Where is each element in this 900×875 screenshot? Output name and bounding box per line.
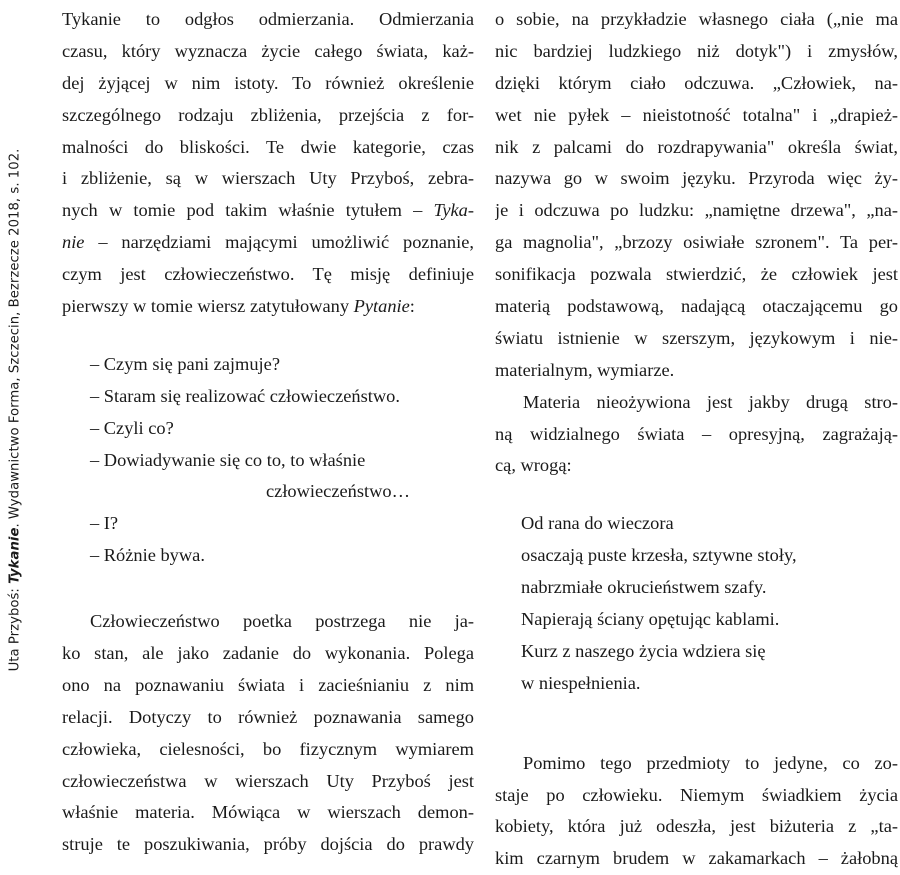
paragraph-line: sonifikacja pozwala stwierdzić, że człowiek jest	[495, 264, 898, 285]
paragraph-line: kim czarnym brudem w zakamarkach – żałobną	[495, 848, 898, 869]
paragraph-line: ga magnolia", „brzozy osiwiałe szronem". Ta per-	[495, 232, 898, 253]
paragraph-line: dzięki którym ciało odczuwa. „Człowiek, na-	[495, 72, 898, 93]
line-text: nych w tomie pod takim właśnie tytułem –	[62, 200, 434, 221]
line-text: :	[409, 296, 415, 317]
paragraph-line: Pomimo tego przedmioty to jedyne, co zo-	[523, 752, 898, 773]
paragraph-line: czasu, który wyznacza życie całego świata, każ-	[62, 40, 474, 61]
poem-line: Napierają ściany opętując kablami.	[521, 609, 780, 630]
paragraph-line: o sobie, na przykładzie własnego ciała („nie ma	[495, 9, 898, 29]
italic-poem-title: Pytanie	[353, 296, 410, 317]
paragraph-line: Człowieczeństwo poetka postrzega nie ja-	[90, 611, 474, 632]
paragraph-line: cą, wrogą:	[495, 455, 572, 476]
paragraph-line: nik z palcami do rozdrapywania" określa świat,	[495, 136, 898, 157]
source-citation	[8, 149, 23, 672]
left-column	[62, 0, 474, 861]
paragraph-line: właśnie materia. Mówiąca w wierszach demon-	[62, 802, 474, 823]
paragraph-line: ną widzialnego świata – opresyjną, zagrażają-	[495, 423, 898, 444]
paragraph-line: i zbliżenie, są w wierszach Uty Przyboś, zebra-	[62, 168, 474, 189]
spacer	[495, 482, 898, 508]
spacer	[62, 323, 474, 349]
line-text: – narzędziami mającymi umożliwić poznanie,	[84, 232, 474, 253]
paragraph-line: człowieka, cielesności, bo fizycznym wymiarem	[62, 738, 474, 759]
italic-title: Tyka-	[433, 200, 474, 221]
paragraph-line: człowieczeństwa w wierszach Uty Przyboś jest	[62, 770, 474, 791]
paragraph-line: szczególnego rodzaju zbliżenia, przejścia z for-	[62, 104, 474, 125]
poem-line: w niespełnienia.	[521, 672, 641, 693]
paragraph-line	[62, 195, 474, 227]
right-column	[495, 0, 898, 875]
paragraph-line: malności do bliskości. Te dwie kategorie, czas	[62, 136, 474, 157]
poem-line: – I?	[90, 513, 119, 534]
poem-line: – Różnie bywa.	[90, 545, 205, 566]
poem-line: Od rana do wieczora	[521, 513, 674, 534]
paragraph-line: wet nie pyłek – nieistotność totalna" i „drapież-	[495, 104, 898, 125]
paragraph-line: ono na poznawaniu świata i zacieśnianiu z nim	[62, 674, 474, 695]
spacer	[62, 572, 474, 606]
poem-line: – Staram się realizować człowieczeństwo.	[90, 385, 400, 406]
paragraph-line: struje te poszukiwania, próby dojścia do prawdy	[62, 834, 474, 855]
paragraph-line	[62, 291, 474, 323]
paragraph-line: materią podstawową, nadającą otaczającemu go	[495, 296, 898, 317]
citation-book-title: Tykanie	[7, 527, 23, 584]
poem-line: osaczają puste krzesła, sztywne stoły,	[521, 545, 797, 566]
paragraph-line	[62, 227, 474, 259]
paragraph-line: nazywa go w swoim języku. Przyroda więc ży-	[495, 168, 898, 189]
paragraph-line: czym jest człowieczeństwo. Tę misję definiuje	[62, 264, 474, 285]
paragraph-line: materialnym, wymiarze.	[495, 359, 675, 380]
paragraph-line: dej żyjącej w nim istoty. To również określenie	[62, 72, 474, 93]
paragraph-line: staje po człowieku. Niemym świadkiem życia	[495, 784, 898, 805]
paragraph-line: ko stan, ale jako zadanie do wykonania. Polega	[62, 643, 474, 664]
paragraph-line: Tykanie to odgłos odmierzania. Odmierzania	[62, 9, 474, 29]
citation-publisher: . Wydawnictwo Forma, Szczecin, Bezrzecze 2018, s. 102.	[7, 148, 23, 528]
poem-line: – Dowiadywanie się co to, to właśnie	[90, 449, 366, 470]
poem-line-continuation: człowieczeństwo…	[266, 481, 411, 502]
poem-line: – Czym się pani zajmuje?	[90, 353, 280, 374]
poem-line: Kurz z naszego życia wdziera się	[521, 640, 766, 661]
paragraph-line: nic bardziej ludzkiego niż dotyk") i zmysłów,	[495, 40, 898, 61]
spacer	[495, 700, 898, 748]
italic-title: nie	[62, 232, 85, 253]
poem-line: nabrzmiałe okrucieństwem szafy.	[521, 577, 767, 598]
paragraph-line: je i odczuwa po ludzku: „namiętne drzewa", „na-	[495, 200, 898, 221]
paragraph-line: relacji. Dotyczy to również poznawania samego	[62, 706, 474, 727]
line-text: pierwszy w tomie wiersz zatytułowany	[62, 296, 354, 317]
paragraph-line: Materia nieożywiona jest jakby drugą stro-	[523, 391, 898, 412]
side-caption	[0, 0, 30, 821]
paragraph-line: światu istnienie w szerszym, językowym i nie-	[495, 327, 898, 348]
citation-author: Uta Przyboś:	[7, 583, 23, 672]
paragraph-line: kobiety, która już odeszła, jest biżuteria z „ta-	[495, 816, 898, 837]
poem-line: – Czyli co?	[90, 417, 174, 438]
